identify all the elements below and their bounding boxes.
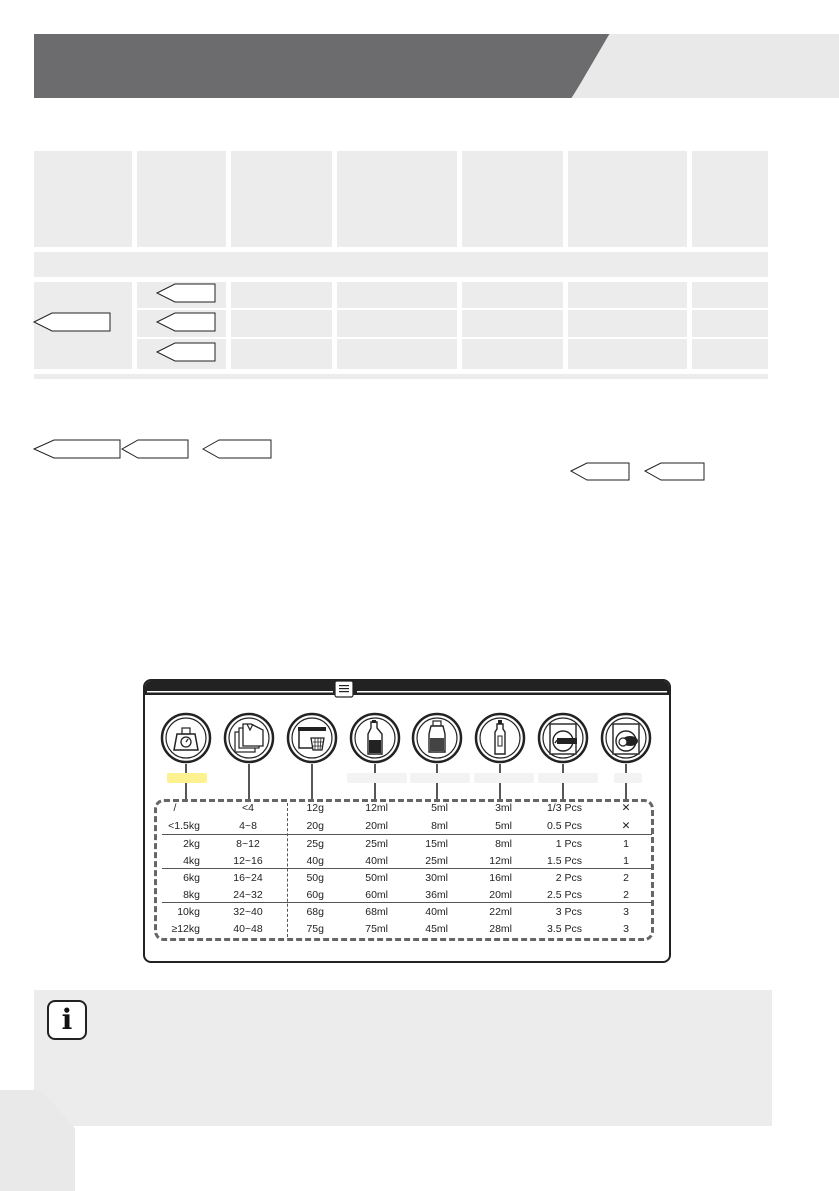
super-concentrated-cell: 3ml — [495, 802, 512, 814]
load-cell: <1.5kg — [168, 820, 200, 832]
highlight-label — [167, 773, 207, 783]
tablet-cell: 1 Pcs — [555, 838, 582, 850]
liquid-cell: 12ml — [365, 802, 388, 814]
tablet-cell: 3 Pcs — [555, 906, 582, 918]
powder-cell: 25g — [306, 838, 324, 850]
concentrated-cell: 40ml — [425, 906, 448, 918]
garments-cell: 24~32 — [233, 889, 263, 901]
pointer-marker — [157, 313, 215, 331]
capsule-cell: ✕ — [621, 802, 631, 814]
capsule-cell: 1 — [623, 855, 629, 867]
pointer-marker — [157, 284, 215, 302]
pointer-marker — [34, 440, 120, 458]
garments-cell: <4 — [242, 802, 254, 814]
tablet-cell: 1.5 Pcs — [546, 855, 582, 867]
label-placeholder — [538, 773, 598, 783]
liquid-cell: 75ml — [365, 923, 388, 935]
super-concentrated-cell: 22ml — [489, 906, 512, 918]
panel-header-decoration — [143, 679, 671, 709]
label-placeholder — [410, 773, 470, 783]
liquid-cell: 68ml — [365, 906, 388, 918]
concentrated-cell: 45ml — [425, 923, 448, 935]
garments-icon — [223, 712, 275, 764]
tablet-cell: 0.5 Pcs — [546, 820, 582, 832]
concentrated-cell: 36ml — [425, 889, 448, 901]
tablet-cell: 1/3 Pcs — [546, 802, 582, 814]
powder-cell: 20g — [306, 820, 324, 832]
row-divider — [162, 868, 652, 869]
super-concentrated-cell: 5ml — [495, 820, 512, 832]
row-divider — [162, 834, 652, 835]
capsule-icon — [600, 712, 652, 764]
garments-cell: 40~48 — [233, 923, 263, 935]
powder-detergent-icon — [286, 712, 338, 764]
concentrated-cell: 5ml — [431, 802, 448, 814]
capsule-cell: 1 — [623, 838, 629, 850]
super-concentrated-cell: 12ml — [489, 855, 512, 867]
super-concentrated-cell: 8ml — [495, 838, 512, 850]
liquid-cell: 60ml — [365, 889, 388, 901]
capsule-cell: ✕ — [621, 820, 631, 832]
label-placeholder — [347, 773, 407, 783]
powder-cell: 12g — [306, 802, 324, 814]
load-cell: ≥12kg — [171, 923, 200, 935]
super-concentrated-detergent-icon — [474, 712, 526, 764]
garments-cell: 32~40 — [233, 906, 263, 918]
load-cell: 10kg — [177, 906, 200, 918]
garments-cell: 8~12 — [236, 838, 260, 850]
load-cell: 4kg — [183, 855, 200, 867]
row-divider — [162, 902, 652, 903]
powder-cell: 75g — [306, 923, 324, 935]
label-placeholder — [614, 773, 642, 783]
liquid-detergent-icon — [349, 712, 401, 764]
liquid-cell: 40ml — [365, 855, 388, 867]
pointer-marker — [645, 463, 704, 480]
liquid-cell: 20ml — [365, 820, 388, 832]
pointer-markers — [0, 0, 839, 500]
column-divider — [287, 803, 288, 937]
pointer-marker — [122, 440, 188, 458]
super-concentrated-cell: 16ml — [489, 872, 512, 884]
powder-cell: 60g — [306, 889, 324, 901]
icon-connectors — [143, 764, 671, 804]
pointer-marker — [34, 313, 110, 331]
liquid-cell: 50ml — [365, 872, 388, 884]
garments-cell: 16~24 — [233, 872, 263, 884]
concentrated-cell: 30ml — [425, 872, 448, 884]
capsule-cell: 2 — [623, 872, 629, 884]
powder-cell: 40g — [306, 855, 324, 867]
tablet-icon — [537, 712, 589, 764]
pointer-marker — [203, 440, 271, 458]
load-cell: 2kg — [183, 838, 200, 850]
load-cell: / — [173, 802, 177, 814]
super-concentrated-cell: 28ml — [489, 923, 512, 935]
concentrated-detergent-icon — [411, 712, 463, 764]
garments-cell: 12~16 — [233, 855, 263, 867]
powder-cell: 68g — [306, 906, 324, 918]
scale-icon — [160, 712, 212, 764]
info-icon: i — [47, 1000, 87, 1040]
tablet-cell: 3.5 Pcs — [546, 923, 582, 935]
capsule-cell: 3 — [623, 906, 629, 918]
label-placeholder — [474, 773, 534, 783]
pointer-marker — [571, 463, 629, 480]
tablet-cell: 2 Pcs — [555, 872, 582, 884]
concentrated-cell: 8ml — [431, 820, 448, 832]
pointer-marker — [157, 343, 215, 361]
capsule-cell: 3 — [623, 923, 629, 935]
powder-cell: 50g — [306, 872, 324, 884]
garments-cell: 4~8 — [239, 820, 257, 832]
concentrated-cell: 15ml — [425, 838, 448, 850]
liquid-cell: 25ml — [365, 838, 388, 850]
tablet-cell: 2.5 Pcs — [546, 889, 582, 901]
info-note-box — [34, 990, 772, 1126]
load-cell: 6kg — [183, 872, 200, 884]
capsule-cell: 2 — [623, 889, 629, 901]
concentrated-cell: 25ml — [425, 855, 448, 867]
super-concentrated-cell: 20ml — [489, 889, 512, 901]
load-cell: 8kg — [183, 889, 200, 901]
